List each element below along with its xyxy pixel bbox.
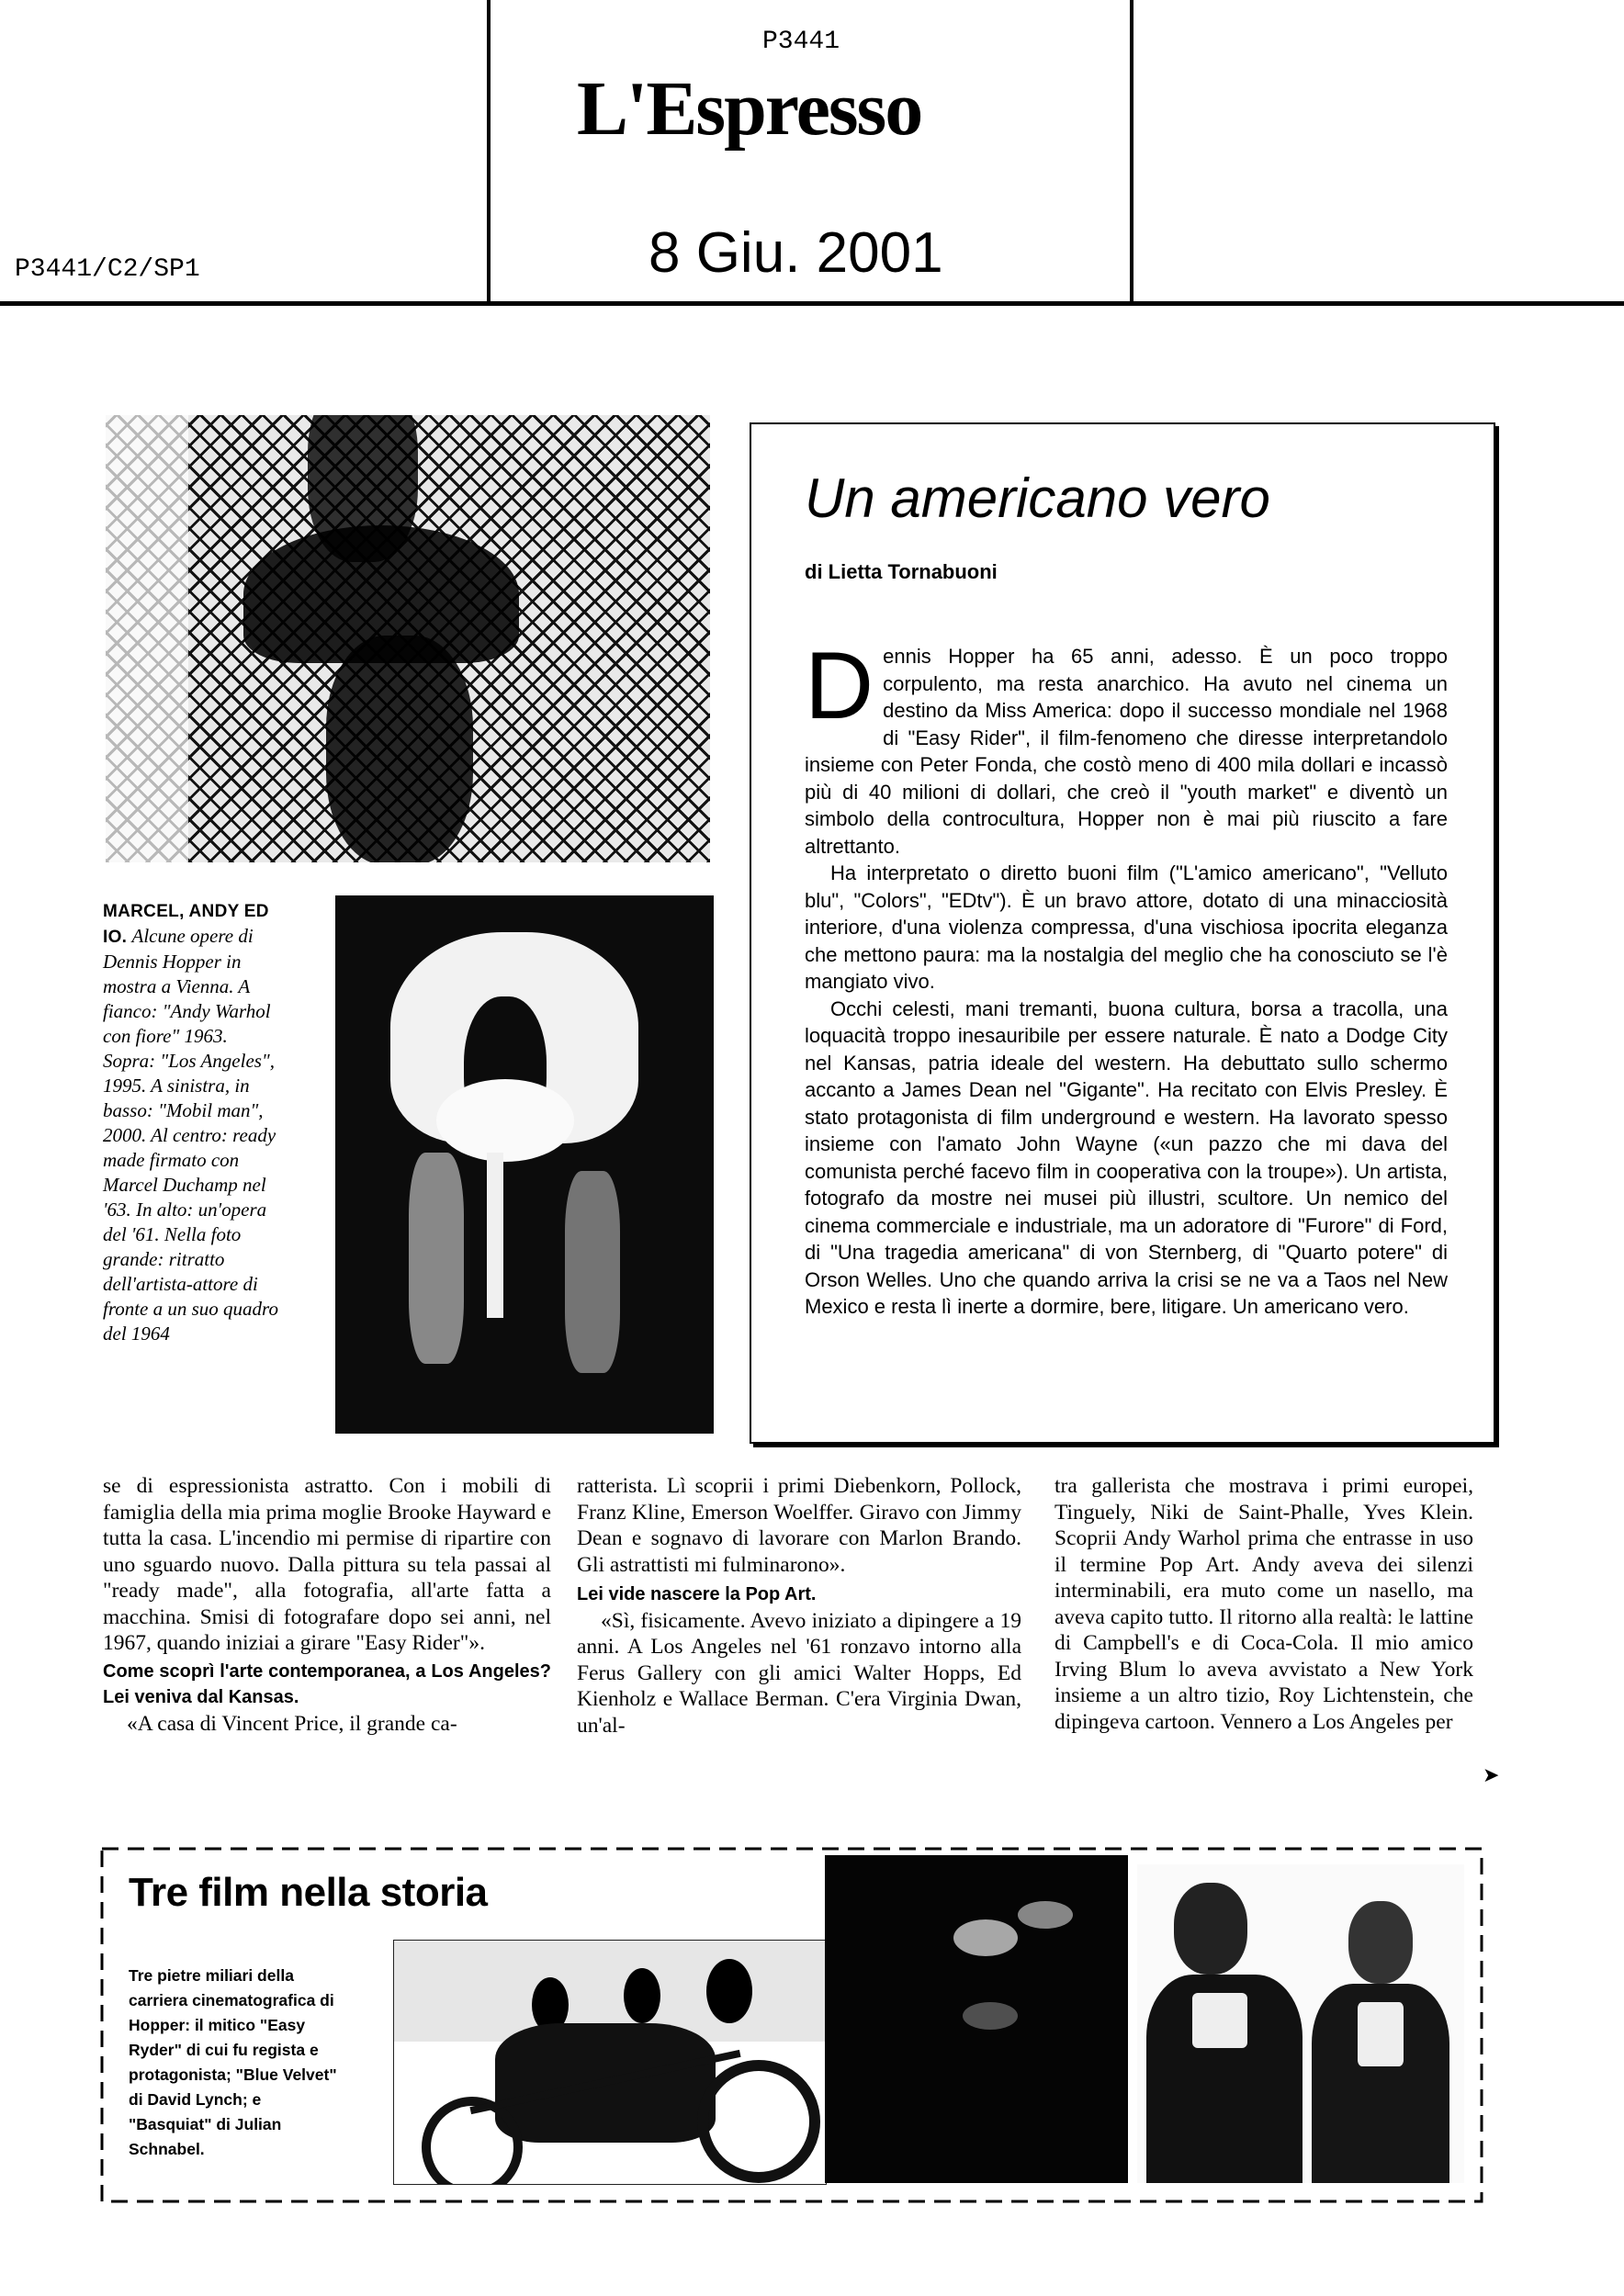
column-2-question: Lei vide nascere la Pop Art. — [577, 1584, 817, 1604]
photo-los-angeles — [106, 415, 710, 862]
article-byline: di Lietta Tornabuoni — [805, 560, 998, 583]
photo-easy-rider — [393, 1940, 827, 2185]
column-2-text: ratterista. Lì scoprii i primi Diebenkorn, Pollock, Franz Kline, Emerson Woelffer. Giravo con Jimmy Dean e sognavo di lavorare con Marlon Brando. Gli astrattisti mi fulminarono». — [577, 1474, 1021, 1577]
masthead: L'Espresso — [577, 66, 922, 152]
photo-caption — [103, 898, 279, 1346]
photo-blue-velvet — [825, 1855, 1128, 2183]
header-divider-left — [487, 0, 491, 303]
article-title: Un americano vero — [805, 467, 1270, 529]
column-1-answer: «A casa di Vincent Price, il grande ca- — [127, 1711, 457, 1736]
article-paragraph-1: Dennis Hopper ha 65 anni, adesso. È un poco troppo corpulento, ma resta anarchico. Ha avuto nel cinema un destino da Miss America: dopo il successo mondiale nel 1968 di "Easy Rider", il film-fenomeno che diresse interpretandolo insieme con Peter Fonda, che costò meno di 400 mila dollari e incassò più di 40 milioni di dollari, che creò il "youth market" e diventò un simbolo della controcultura, Hopper non è mai più riuscito a fare altrettanto. — [805, 633, 1448, 858]
photo-basquiat — [1137, 1864, 1464, 2183]
article-body — [805, 633, 1448, 1321]
column-3-text: tra gallerista che mostrava i primi europei, Tinguely, Niki de Saint-Phalle, Yves Klein. Scoprii Andy Warhol prima che entrasse in uso il termine Pop Art. Andy aveva dei silenzi interminabili, era muto come un nasello, ma aveva capito tutto. Il ritorno alla realtà: le lattine di Campbell's e di Coca-Cola. Il mio amico Irving Blum lo aveva avvistato a New York insieme a un altro tizio, Roy Lichtenstein, che dipingeva cartoon. Vennero a Los Angeles per — [1054, 1474, 1473, 1734]
article-paragraph-3: Occhi celesti, mani tremanti, buona cultura, borsa a tracolla, una loquacità troppo inesauribile per essere naturale. È nato a Dodge City nel Kansas, patria ideale del western. Ha debuttato sullo schermo accanto a James Dean nel "Gigante". Ha recitato con Elvis Presley. È stato protagonista di film underground e western. Ha lavorato spesso insieme con l'amato John Wayne («un pazzo che mi dava del comunista perché facevo film in cooperativa con la troupe»). Un artista, fotografo da mostre nei musei più illustri, scultore. Un nemico del cinema commerciale e industriale, ma un adoratore di "Furore" di Ford, di "Una tragedia americana" di von Sternberg, di "Quarto potere" di Orson Welles. Uno che quando arriva la crisi se ne va a Taos nel New Mexico e resta lì inerte a dormire, bere, litigare. Un americano vero. — [805, 996, 1448, 1318]
column-1-question: Come scoprì l'arte contemporanea, a Los Angeles? Lei veniva dal Kansas. — [103, 1660, 551, 1707]
continue-arrow: ➤ — [1483, 1763, 1500, 1786]
column-3 — [1054, 1473, 1473, 1735]
caption-lead: MARCEL, ANDY ED IO. — [103, 902, 269, 947]
header-rule — [0, 301, 1624, 306]
column-1 — [103, 1473, 551, 1737]
panel-caption: Tre pietre miliari della carriera cinematografica di Hopper: il mitico "Easy Ryder" di cui fu regista e protagonista; "Blue Velvet" di David Lynch; e "Basquiat" di Julian Schnabel. — [129, 1966, 337, 2158]
header-divider-right — [1130, 0, 1133, 303]
code-top: P3441 — [762, 28, 840, 56]
panel-title: Tre film nella storia — [129, 1870, 488, 1915]
dropcap: D — [805, 633, 874, 739]
column-2-answer: «Sì, fisicamente. Avevo iniziato a dipingere a 19 anni. A Los Angeles nel '61 ronzavo intorno alla Ferus Gallery con gli amici Walter Hopps, Ed Kienholz e Wallace Berman. C'era Virginia Dwan, un'al- — [577, 1608, 1021, 1738]
code-left: P3441/C2/SP1 — [15, 255, 200, 284]
column-2 — [577, 1473, 1021, 1739]
caption-text: Alcune opere di Dennis Hopper in mostra a Vienna. A fianco: "Andy Warhol con fiore" 1963. Sopra: "Los Angeles", 1995. A sinistra, in basso: "Mobil man", 2000. Al centro: ready made firmato con Marcel Duchamp nel '63. In alto: un'opera del '61. Nella foto grande: ritratto dell'artista-attore di fronte a un suo quadro del 1964 — [103, 925, 278, 1345]
column-1-text: se di espressionista astratto. Con i mobili di famiglia della mia prima moglie Brooke Hayward e tutta la casa. L'incendio mi permise di ripartire con uno sguardo nuovo. Dalla pittura su tela passai al "ready made", alla fotografia, all'arte fatta a macchina. Smisi di fotografare dopo sei anni, nel 1967, quando iniziai a girare "Easy Rider"». — [103, 1474, 551, 1655]
publication-date: 8 Giu. 2001 — [648, 221, 943, 285]
article-paragraph-2: Ha interpretato o diretto buoni film ("L'amico americano", "Velluto blu", "Colors", "EDtv"). È un bravo attore, dotato di una minacciosità interiore, d'una violenza compressa, d'una vischiosa ipocrita eleganza che mettono paura: ma la nostalgia del meglio che ha conosciuto se l'è mangiato vivo. — [805, 861, 1448, 993]
photo-andy-warhol — [335, 895, 714, 1434]
